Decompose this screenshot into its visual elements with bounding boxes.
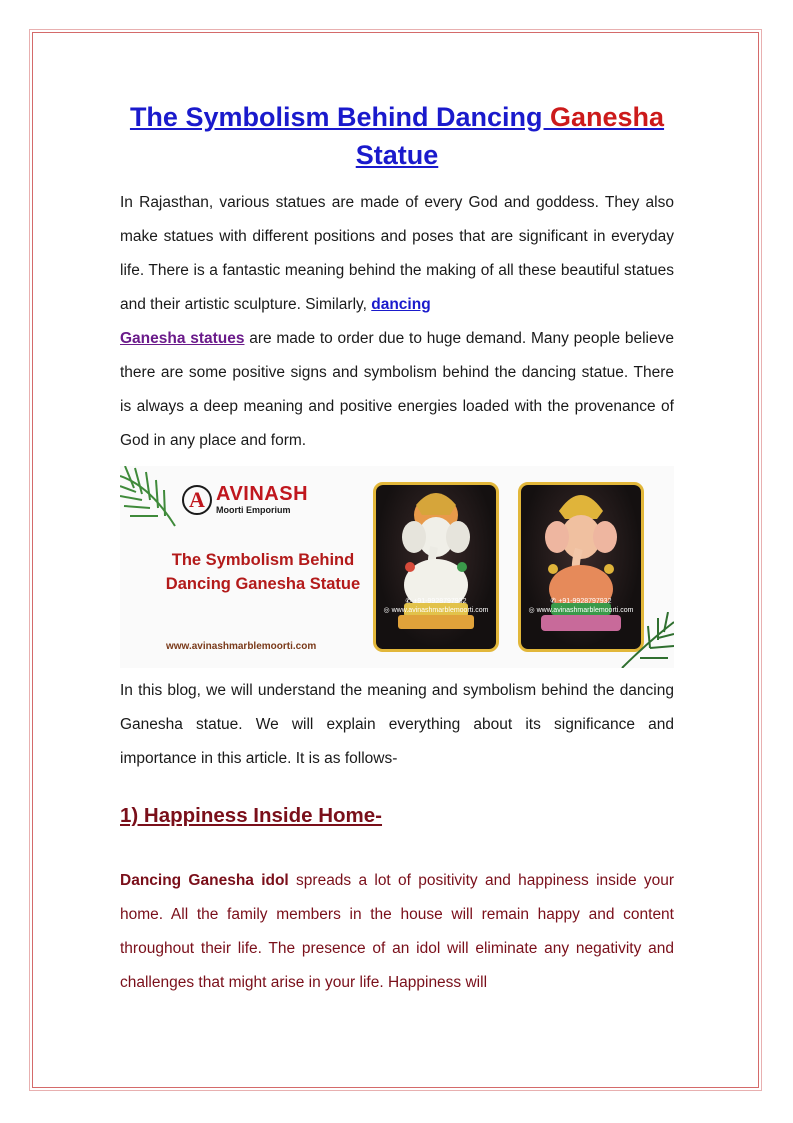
- photo2-web: ◎ www.avinashmarblemoorti.com: [528, 607, 634, 614]
- page-title: [120, 98, 674, 174]
- intro-text-2: are made to order due to huge demand. Many people believe there are some positive signs and symbolism behind the dancing statue. There is always a deep meaning and positive energies loaded with the provenance of God in any place and form.: [120, 330, 674, 449]
- banner-heading: [138, 548, 388, 596]
- title-link-statue[interactable]: Statue: [355, 140, 439, 170]
- document-content: [120, 98, 674, 1000]
- section-bold-lead: Dancing Ganesha idol: [120, 872, 289, 889]
- photo1-phone: ✆ +91-9928797932: [405, 598, 467, 605]
- logo-name: AVINASH: [216, 483, 309, 505]
- ganesha-statues-link[interactable]: Ganesha statues: [120, 330, 245, 347]
- logo-subtitle: Moorti Emporium: [216, 505, 291, 515]
- ganesha-statue-white-icon: [376, 485, 496, 649]
- photo1-web: ◎ www.avinashmarblemoorti.com: [383, 607, 489, 614]
- intro-text-1: In Rajasthan, various statues are made of every God and goddess. They also make statues with different positions and poses that are significant in everyday life. There is a fantastic meaning behind the making of all these beautiful statues and their artistic sculpture. Similarly,: [120, 194, 674, 313]
- banner-url: www.avinashmarblemoorti.com: [166, 641, 317, 652]
- section-heading-happiness: 1) Happiness Inside Home-: [120, 804, 383, 827]
- blog-banner-image: [120, 466, 674, 668]
- title-link-part[interactable]: The Symbolism Behind Dancing: [129, 102, 550, 132]
- photo2-phone: ✆ +91-9928797932: [550, 598, 612, 605]
- palm-leaf-right-icon: [618, 612, 674, 668]
- palm-leaf-left-icon: [120, 466, 180, 536]
- blog-intro-paragraph: In this blog, we will understand the meaning and symbolism behind the dancing Ganesha statue. We will explain everything about its significance and importance in this article. It is as follows-: [120, 682, 674, 767]
- logo-letter: A: [182, 485, 212, 515]
- dancing-link[interactable]: dancing: [371, 296, 431, 313]
- banner-heading-line2: Dancing Ganesha Statue: [165, 575, 361, 593]
- banner-heading-line1: The Symbolism Behind: [171, 551, 355, 569]
- title-red-word[interactable]: Ganesha: [550, 102, 665, 132]
- section-text: spreads a lot of positivity and happiness inside your home. All the family members in the house will remain happy and content throughout their life. The presence of an idol will eliminate any negativity and challenges that might arise in your life. Happiness will: [120, 872, 675, 991]
- intro-paragraph: [120, 186, 674, 458]
- section-paragraph-happiness: [120, 864, 674, 1000]
- avinash-logo: [182, 484, 308, 515]
- ganesha-photo-white: [373, 482, 499, 652]
